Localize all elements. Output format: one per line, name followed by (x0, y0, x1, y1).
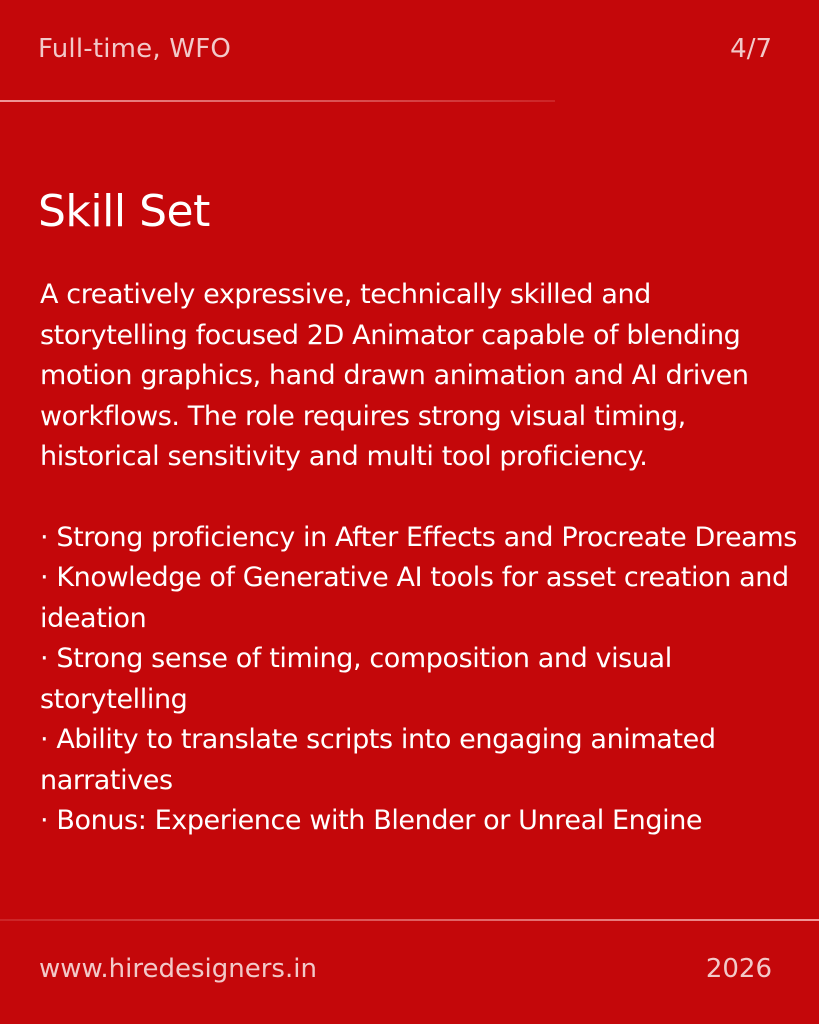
year-label: 2026 (705, 954, 772, 984)
top-divider (0, 100, 555, 102)
skill-item: · Bonus: Experience with Blender or Unreal Engine (40, 805, 703, 836)
skill-item: · Knowledge of Generative AI tools for asset creation and ideation (40, 562, 789, 634)
skill-item: · Ability to translate scripts into engaging animated narratives (40, 724, 716, 796)
content-body (40, 275, 800, 842)
job-type-label: Full-time, WFO (38, 34, 232, 64)
website-link[interactable]: www.hiredesigners.in (39, 954, 317, 984)
skill-item: · Strong sense of timing, composition and visual storytelling (40, 643, 672, 715)
skill-list (40, 518, 800, 842)
skill-item: · Strong proficiency in After Effects and Procreate Dreams (40, 521, 797, 553)
bottom-divider (0, 919, 819, 921)
section-title: Skill Set (38, 186, 210, 237)
page-indicator: 4/7 (730, 34, 772, 64)
intro-paragraph: A creatively expressive, technically skilled and storytelling focused 2D Animator capable of blending motion graphics, hand drawn animation and AI driven workflows. The role requires strong visual timing, historical sensitivity and multi tool proficiency. (40, 279, 749, 472)
